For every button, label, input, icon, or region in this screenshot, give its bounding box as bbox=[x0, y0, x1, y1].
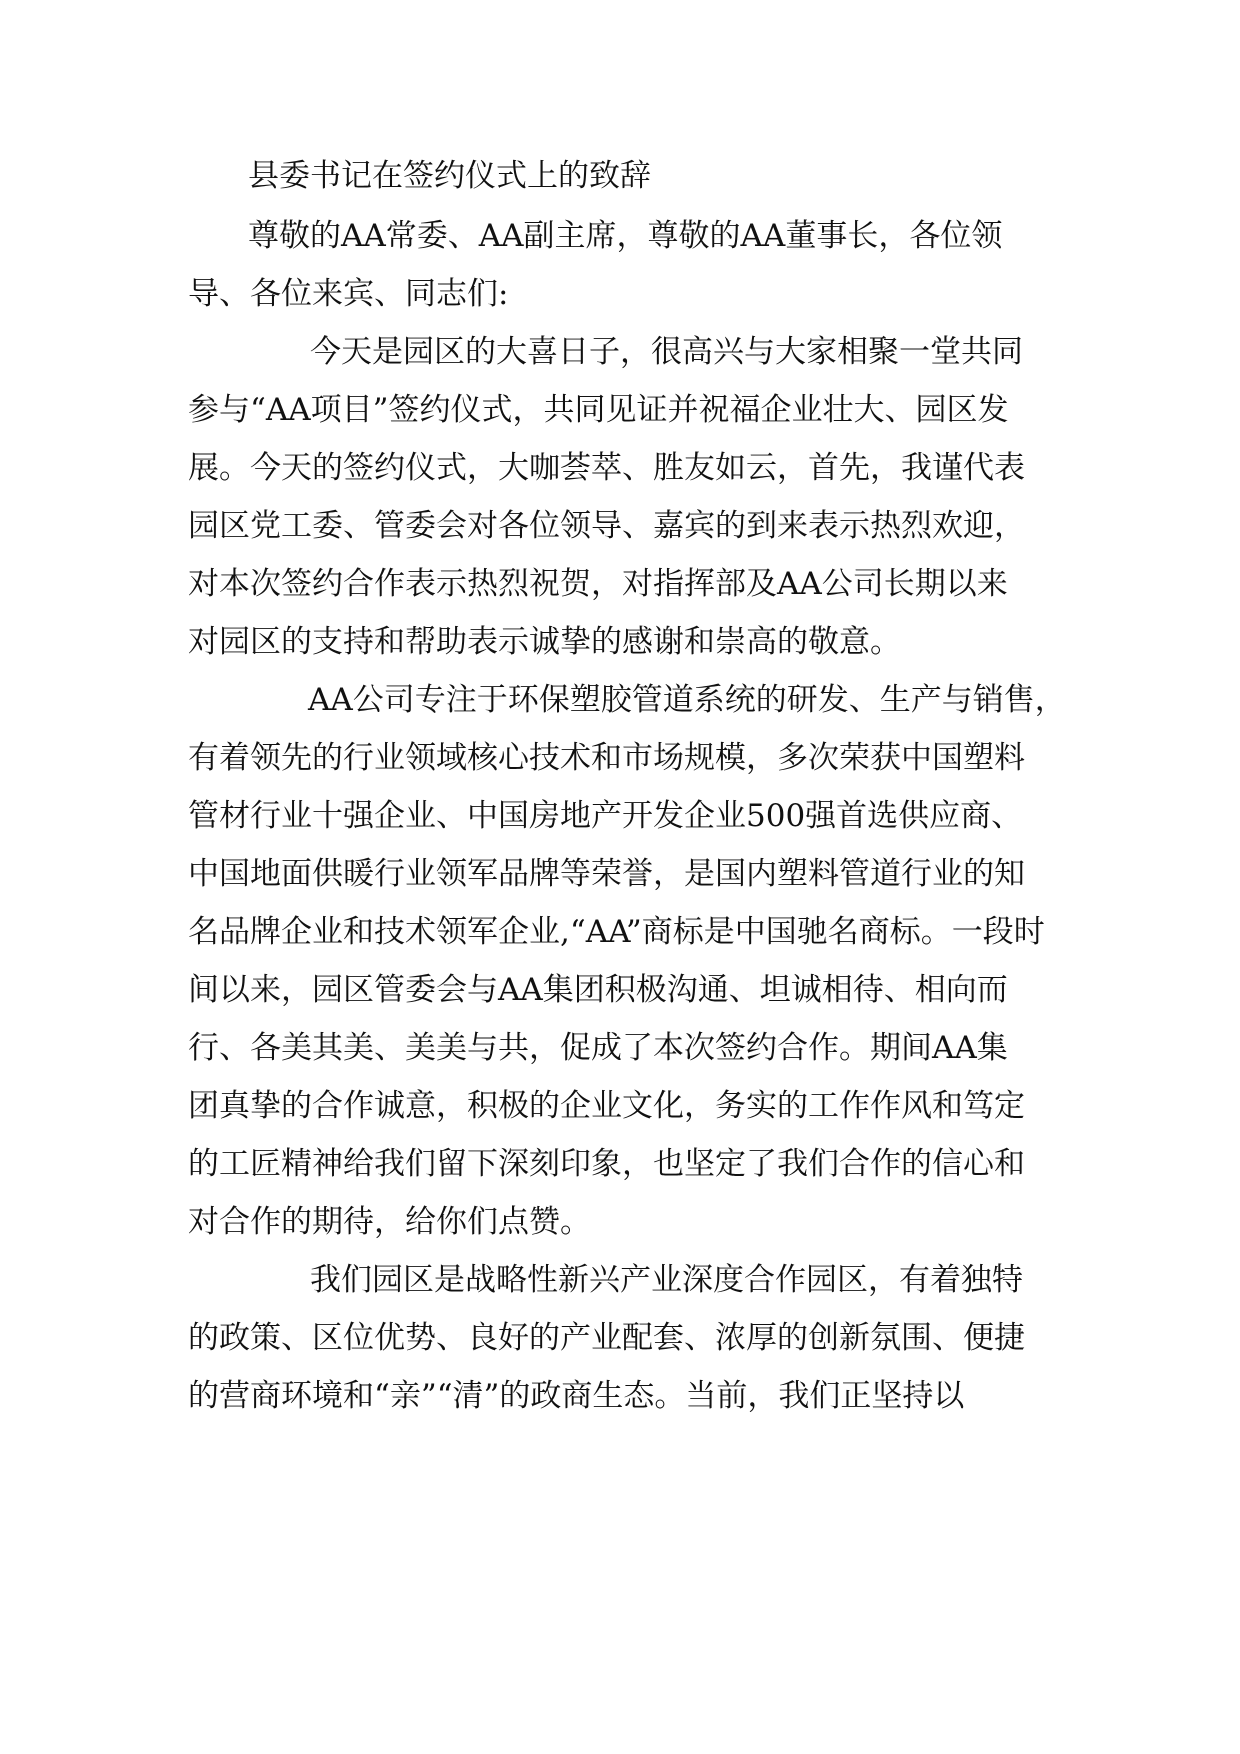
body-line: 名品牌企业和技术领军企业,“AA”商标是中国驰名商标。一段时 bbox=[188, 914, 1045, 950]
body-line: 管材行业十强企业、中国房地产开发企业500强首选供应商、 bbox=[188, 798, 1023, 834]
body-line: 团真挚的合作诚意，积极的企业文化，务实的工作作风和笃定 bbox=[188, 1088, 1025, 1124]
body-line: AA公司专注于环保塑胶管道系统的研发、生产与销售， bbox=[308, 682, 1066, 718]
body-line: 中国地面供暖行业领军品牌等荣誉，是国内塑料管道行业的知 bbox=[188, 856, 1025, 892]
body-line: 间以来，园区管委会与AA集团积极沟通、坦诚相待、相向而 bbox=[188, 972, 1008, 1008]
body-line: 的营商环境和“亲”“清”的政商生态。当前，我们正坚持以 bbox=[188, 1378, 965, 1414]
body-line: 对本次签约合作表示热烈祝贺，对指挥部及AA公司长期以来 bbox=[188, 566, 1008, 602]
body-line: 我们园区是战略性新兴产业深度合作园区，有着独特 bbox=[310, 1262, 1023, 1298]
body-line: 参与“AA项目”签约仪式，共同见证并祝福企业壮大、园区发 bbox=[188, 392, 1009, 428]
body-line: 对园区的支持和帮助表示诚挚的感谢和崇高的敬意。 bbox=[188, 624, 901, 660]
body-line: 行、各美其美、美美与共，促成了本次签约合作。期间AA集 bbox=[188, 1030, 1008, 1066]
body-line: 的工匠精神给我们留下深刻印象，也坚定了我们合作的信心和 bbox=[188, 1146, 1025, 1182]
body-line: 今天是园区的大喜日子，很高兴与大家相聚一堂共同 bbox=[310, 334, 1023, 370]
body-line: 有着领先的行业领域核心技术和市场规模，多次荣获中国塑料 bbox=[188, 740, 1025, 776]
body-line: 导、各位来宾、同志们: bbox=[188, 276, 509, 312]
body-line: 展。今天的签约仪式，大咖荟萃、胜友如云，首先，我谨代表 bbox=[188, 450, 1025, 486]
body-line: 园区党工委、管委会对各位领导、嘉宾的到来表示热烈欢迎， bbox=[188, 508, 1025, 544]
body-line: 对合作的期待，给你们点赞。 bbox=[188, 1204, 591, 1240]
document-title: 县委书记在签约仪式上的致辞 bbox=[248, 158, 651, 194]
body-line: 尊敬的AA常委、AA副主席，尊敬的AA董事长，各位领 bbox=[248, 218, 1003, 254]
body-line: 的政策、区位优势、良好的产业配套、浓厚的创新氛围、便捷 bbox=[188, 1320, 1025, 1356]
